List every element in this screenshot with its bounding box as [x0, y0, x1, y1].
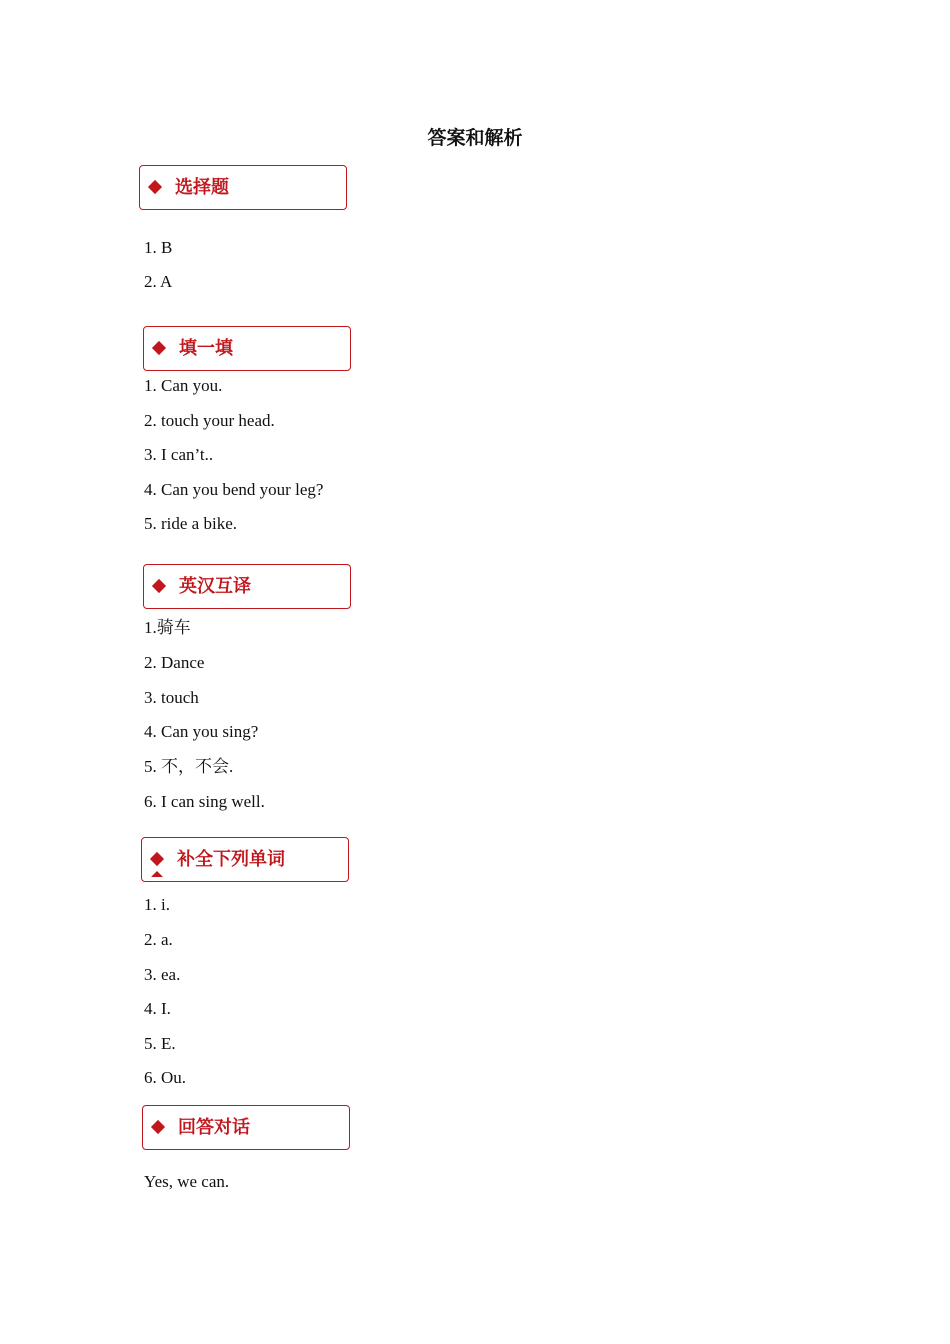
answer-item: 2. Dance — [144, 653, 205, 672]
answer-item: 4. Can you bend your leg? — [144, 480, 324, 499]
answer-item: 5. ride a bike. — [144, 514, 237, 533]
page-title: 答案和解析 — [427, 127, 523, 149]
answer-item: 2. a. — [144, 930, 173, 949]
answer-item: 4. Can you sing? — [144, 722, 259, 741]
diamond-icon — [152, 341, 166, 355]
diamond-icon — [152, 579, 166, 593]
answer-item: 4. I. — [144, 999, 171, 1018]
section-header-answer-dialogue — [142, 1105, 350, 1150]
section-title: 回答对话 — [178, 1117, 250, 1138]
answer-item: 5. 不，不会. — [144, 757, 234, 776]
diamond-icon — [151, 1120, 165, 1134]
answer-item: 2. touch your head. — [144, 411, 275, 430]
section-title: 选择题 — [175, 177, 229, 198]
answer-item: 3. ea. — [144, 965, 181, 984]
section-header-translation — [143, 564, 351, 609]
answer-item: 3. I can’t.. — [144, 445, 214, 464]
answer-item: 5. E. — [144, 1034, 176, 1053]
section-header-fill-in — [143, 326, 351, 371]
answer-item: 1.骑车 — [144, 618, 191, 637]
answer-item: 1. B — [144, 238, 173, 257]
section-header-choice — [139, 165, 347, 210]
diamond-icon — [148, 180, 162, 194]
answer-item: Yes, we can. — [144, 1172, 230, 1191]
answer-item: 1. i. — [144, 895, 170, 914]
diamond-icon — [150, 852, 164, 866]
answer-item: 6. Ou. — [144, 1068, 187, 1087]
section-title: 填一填 — [179, 338, 233, 359]
section-title: 补全下列单词 — [177, 849, 285, 870]
section-header-complete-words — [141, 837, 349, 882]
answer-item: 6. I can sing well. — [144, 792, 265, 811]
caret-up-icon — [151, 871, 163, 877]
answer-item: 2. A — [144, 272, 173, 291]
answer-item: 1. Can you. — [144, 376, 223, 395]
section-title: 英汉互译 — [179, 576, 251, 597]
answer-item: 3. touch — [144, 688, 199, 707]
